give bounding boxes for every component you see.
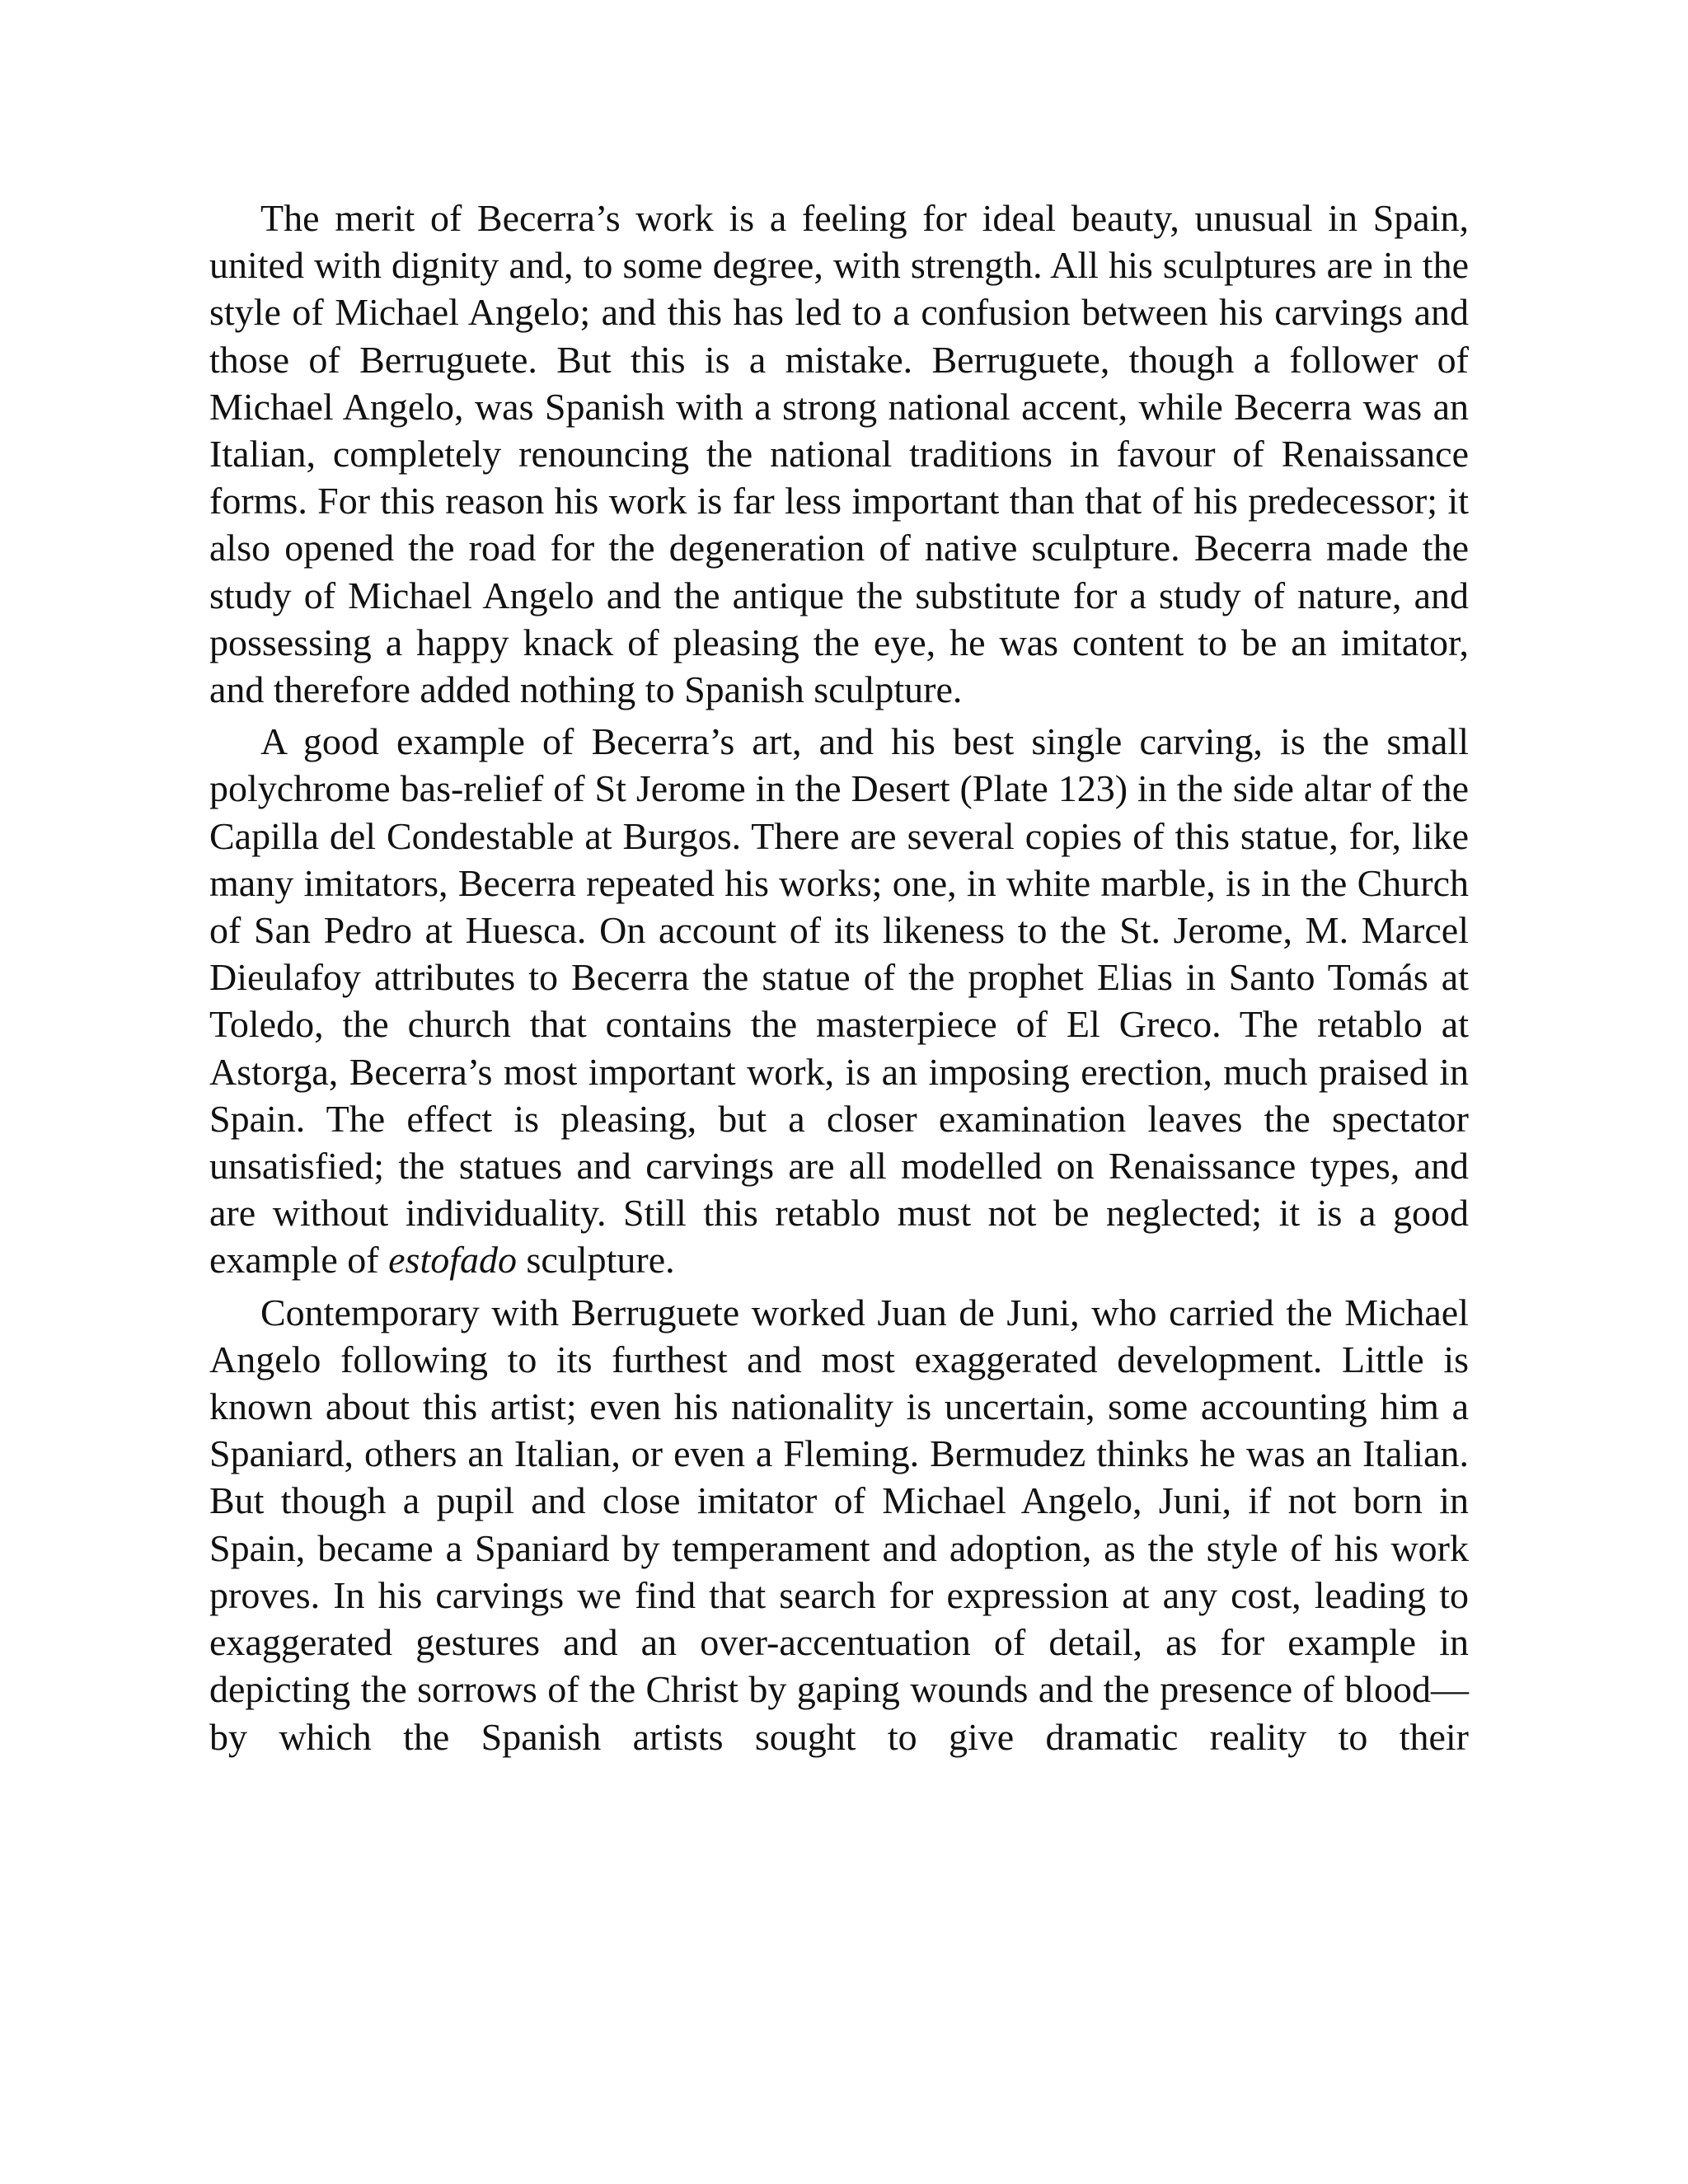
paragraph-st-jerome-ending: sculpture.	[517, 1239, 675, 1282]
italic-term-estofado: estofado	[388, 1239, 518, 1282]
paragraph-st-jerome	[209, 718, 1469, 1283]
paragraph-juan-de-juni: Contemporary with Berruguete worked Juan de Juni, who carried the Michael Angelo following to its furthest and most exaggerated development. Little is known about this artist; even his nationality is uncertain, some accounting him a Spaniard, others an Italian, or even a Fleming. Bermudez thinks he was an Italian. But though a pupil and close imitator of Michael Angelo, Juni, if not born in Spain, became a Spaniard by temperament and adoption, as the style of his work proves. In his carvings we find that search for expression at any cost, leading to exaggerated gestures and an over-accentuation of detail, as for example in depicting the sorrows of the Christ by gaping wounds and the presence of blood—by which the Spanish artists sought to give dramatic reality to their	[209, 1291, 1469, 1758]
body-text	[209, 194, 1469, 1760]
paragraph-becerra-merit: The merit of Becerra’s work is a feeling for ideal beauty, unusual in Spain, united with dignity and, to some degree, with strength. All his sculptures are in the style of Michael Angelo; and this has led to a confusion between his carvings and those of Berruguete. But this is a mistake. Berruguete, though a follower of Michael Angelo, was Spanish with a strong national accent, while Becerra was an Italian, completely renouncing the national traditions in favour of Renaissance forms. For this reason his work is far less important than that of his predecessor; it also opened the road for the degeneration of native sculpture. Becerra made the study of Michael Angelo and the antique the substitute for a study of nature, and possessing a happy knack of pleasing the eye, he was content to be an imitator, and therefore added nothing to Spanish sculpture.	[209, 197, 1469, 711]
paragraph-st-jerome-text: A good example of Becerra’s art, and his best single carving, is the small polychrome bas-relief of St Jerome in the Desert (Plate 123) in the side altar of the Capilla del Condestable at Burgos. There are several copies of this statue, for, like many imitators, Becerra repeated his works; one, in white marble, is in the Church of San Pedro at Huesca. On account of its likeness to the St. Jerome, M. Marcel Dieulafoy attributes to Becerra the statue of the prophet Elias in Santo Tomás at Toledo, the church that contains the masterpiece of El Greco. The retablo at Astorga, Becerra’s most important work, is an imposing erection, much praised in Spain. The effect is pleasing, but a closer examination leaves the spectator unsatisfied; the statues and carvings are all modelled on Renaissance types, and are without individuality. Still this retablo must not be neglected; it is a good example of	[209, 720, 1469, 1282]
